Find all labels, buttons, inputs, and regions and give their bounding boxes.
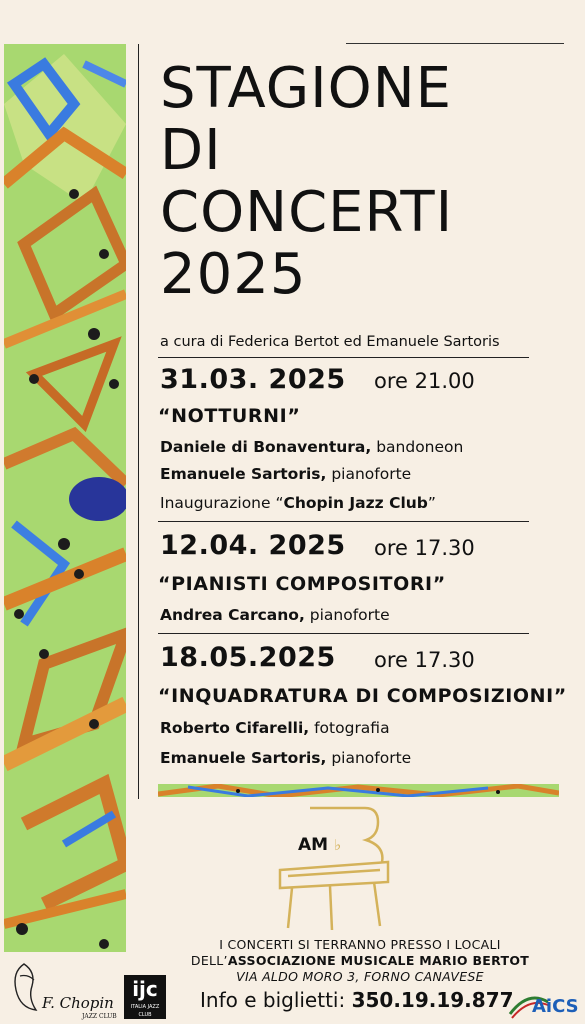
divider bbox=[158, 633, 529, 634]
concert-3-date: 18.05.2025 bbox=[160, 642, 336, 673]
concert-3-time: ore 17.30 bbox=[374, 648, 475, 672]
performer-name: Emanuele Sartoris, bbox=[160, 749, 327, 767]
concert-1-time: ore 21.00 bbox=[374, 369, 475, 393]
chopin-text: F. Chopin bbox=[42, 994, 114, 1012]
aics-logo bbox=[508, 984, 578, 1020]
am-logo-text: AM bbox=[298, 835, 329, 855]
performer-role: pianoforte bbox=[326, 465, 412, 483]
concert-3-title: “INQUADRATURA DI COMPOSIZIONI” bbox=[158, 685, 567, 707]
info-tickets bbox=[200, 988, 514, 1012]
performer-name: Andrea Carcano, bbox=[160, 606, 305, 624]
am-piano-logo bbox=[270, 800, 400, 935]
painting-strip bbox=[158, 783, 559, 797]
title-line: CONCERTI bbox=[160, 180, 454, 245]
ijc-text: ijc bbox=[132, 977, 158, 1001]
venue-prefix: DELL’ bbox=[190, 953, 228, 968]
concert-2-time: ore 17.30 bbox=[374, 536, 475, 560]
concert-1-title: “NOTTURNI” bbox=[158, 405, 301, 427]
performer-role: fotografia bbox=[309, 719, 390, 737]
note-prefix: Inaugurazione “ bbox=[160, 494, 284, 512]
info-label: Info e biglietti: bbox=[200, 988, 352, 1012]
venue-address: VIA ALDO MORO 3, FORNO CANAVESE bbox=[236, 969, 484, 984]
concert-2-date: 12.04. 2025 bbox=[160, 530, 346, 561]
venue-name: ASSOCIAZIONE MUSICALE MARIO BERTOT bbox=[227, 953, 530, 968]
curated-by: a cura di Federica Bertot ed Emanuele Sartoris bbox=[160, 334, 500, 350]
concert-2-title: “PIANISTI COMPOSITORI” bbox=[158, 573, 446, 595]
chopin-sub: JAZZ CLUB bbox=[82, 1013, 117, 1020]
note-suffix: ” bbox=[427, 494, 436, 512]
performer-role: pianoforte bbox=[304, 606, 390, 624]
concert-2-performer-1 bbox=[160, 606, 390, 624]
performer-name: Roberto Cifarelli, bbox=[160, 719, 310, 737]
venue-line-2 bbox=[160, 953, 560, 968]
concert-1-date: 31.03. 2025 bbox=[160, 364, 346, 395]
svg-text:♭: ♭ bbox=[334, 836, 342, 854]
concert-3-performer-1 bbox=[160, 719, 390, 737]
ijc-sub: ITALIA JAZZ CLUB bbox=[130, 1004, 160, 1018]
title-line: STAGIONE bbox=[160, 56, 452, 121]
concert-1-performer-1 bbox=[160, 438, 463, 456]
performer-name: Emanuele Sartoris, bbox=[160, 465, 327, 483]
performer-name: Daniele di Bonaventura, bbox=[160, 438, 372, 456]
aics-text: AiCS bbox=[532, 996, 578, 1017]
chopin-jazz-club-logo bbox=[6, 958, 118, 1020]
concert-1-note bbox=[160, 494, 436, 512]
title-line: 2025 bbox=[160, 242, 307, 307]
top-rule bbox=[346, 43, 564, 44]
divider bbox=[158, 357, 529, 358]
concert-3-performer-2 bbox=[160, 749, 411, 767]
season-title bbox=[160, 58, 453, 306]
ijc-logo bbox=[124, 975, 166, 1019]
divider bbox=[158, 521, 529, 522]
phone-number[interactable]: 350.19.19.877 bbox=[351, 988, 514, 1012]
performer-role: pianoforte bbox=[326, 749, 412, 767]
note-bold: Chopin Jazz Club bbox=[283, 494, 428, 512]
title-line: DI bbox=[160, 118, 222, 183]
vertical-divider bbox=[138, 44, 139, 799]
concert-1-performer-2 bbox=[160, 465, 411, 483]
performer-role: bandoneon bbox=[371, 438, 464, 456]
venue-line-1: I CONCERTI SI TERRANNO PRESSO I LOCALI bbox=[219, 937, 501, 952]
abstract-painting bbox=[4, 44, 126, 952]
